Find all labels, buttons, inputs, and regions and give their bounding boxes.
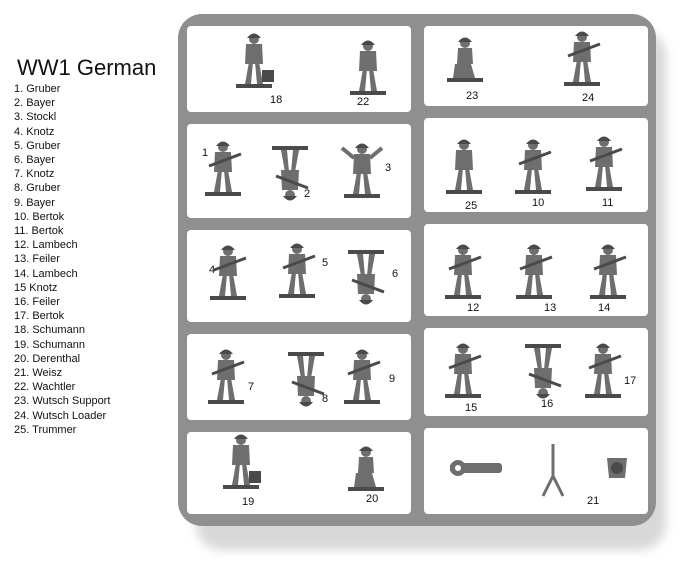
figure-number-label: 16	[541, 398, 554, 410]
roster-item: 3. Stockl	[14, 111, 57, 124]
roster-item: 1. Gruber	[14, 83, 61, 95]
figure-number-label: 8	[322, 393, 329, 405]
roster-item: 14. Lambech	[14, 267, 78, 280]
roster-item: 2. Bayer	[14, 97, 55, 110]
roster-item: 8. Gruber	[14, 182, 61, 195]
roster-item: 25. Trummer	[14, 423, 77, 436]
figure-number-label: 9	[389, 373, 396, 385]
page-title: WW1 German	[17, 55, 157, 80]
figure-number-label: 11	[602, 197, 614, 209]
roster-item: 4. Knotz	[14, 125, 55, 138]
figure-number-label: 7	[248, 381, 255, 393]
figure-number-label: 22	[357, 96, 370, 108]
roster-item: 22. Wachtler	[14, 381, 76, 394]
roster-item: 7. Knotz	[14, 168, 55, 181]
roster-item: 24. Wutsch Loader	[14, 409, 107, 422]
roster-item: 9. Bayer	[14, 196, 55, 209]
roster-item: 6. Bayer	[14, 154, 55, 167]
roster-item: 12. Lambech	[14, 239, 78, 252]
figure-number-label: 3	[385, 162, 392, 174]
roster-item: 16. Feiler	[14, 296, 60, 309]
figure-number-label: 25	[465, 200, 478, 212]
figure-number-label: 1	[202, 147, 209, 159]
roster-item: 23. Wutsch Support	[14, 395, 111, 408]
roster-item: 17. Bertok	[14, 310, 65, 323]
figure-number-label: 14	[598, 302, 611, 314]
figure-number-label: 15	[465, 402, 478, 414]
figure-number-label: 20	[366, 493, 379, 505]
roster-item: 20. Derenthal	[14, 352, 81, 365]
roster-item: 11. Bertok	[14, 225, 64, 238]
figure-number-label: 18	[270, 94, 283, 106]
figure-number-label: 19	[242, 496, 255, 508]
roster-item: 18. Schumann	[14, 324, 85, 337]
figure-number-label: 23	[466, 90, 479, 102]
roster-item: 15 Knotz	[14, 281, 58, 294]
figure-number-label: 10	[532, 197, 545, 209]
figure-number-label: 13	[544, 302, 557, 314]
figure-number-label: 12	[467, 302, 480, 314]
figure-number-label: 4	[209, 264, 216, 276]
figure-number-label: 5	[322, 257, 329, 269]
figure-number-label: 24	[582, 92, 595, 104]
figure-number-label: 17	[624, 375, 637, 387]
sprue-panel	[187, 26, 411, 112]
roster-item: 21. Weisz	[14, 367, 63, 380]
figure-number-label: 2	[304, 188, 311, 200]
roster-item: 10. Bertok	[14, 210, 65, 223]
roster-item: 13. Feiler	[14, 253, 60, 266]
roster-item: 5. Gruber	[14, 139, 61, 152]
figure-number-label: 21	[587, 495, 600, 507]
roster-item: 19. Schumann	[14, 338, 85, 351]
figure-number-label: 6	[392, 268, 399, 280]
